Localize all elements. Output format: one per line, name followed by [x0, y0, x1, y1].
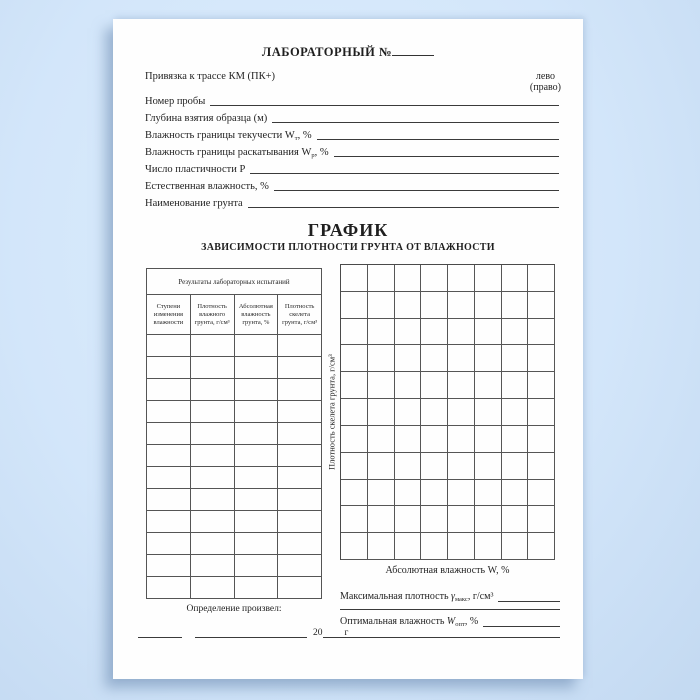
table-empty-cell[interactable]	[278, 467, 322, 489]
graph-grid-cell[interactable]	[395, 453, 422, 480]
table-empty-row	[147, 467, 322, 489]
table-empty-cell[interactable]	[234, 555, 278, 577]
performed-by-label: Определение произвел:	[186, 604, 282, 614]
table-empty-row	[147, 511, 322, 533]
graph-grid-cell[interactable]	[341, 372, 368, 399]
graph-grid-cell[interactable]	[368, 533, 395, 560]
document-title	[113, 44, 583, 60]
graph-grid-cell[interactable]	[341, 292, 368, 319]
graph-grid-cell[interactable]	[341, 480, 368, 507]
graph-grid-cell[interactable]	[368, 265, 395, 292]
graph-grid-cell[interactable]	[475, 480, 502, 507]
graph-grid-cell[interactable]	[368, 292, 395, 319]
graph-grid-cell[interactable]	[475, 506, 502, 533]
table-empty-cell[interactable]	[234, 423, 278, 445]
field-row-plasticity-index: Число пластичности Р	[145, 159, 559, 176]
table-empty-cell[interactable]	[147, 335, 191, 357]
field-row-sampling-depth: Глубина взятия образца (м)	[145, 108, 559, 125]
table-empty-cell[interactable]	[234, 533, 278, 555]
graph-grid-cell[interactable]	[448, 319, 475, 346]
table-empty-cell[interactable]	[147, 467, 191, 489]
graph-grid-cell[interactable]	[475, 399, 502, 426]
graph-grid-cell[interactable]	[502, 426, 529, 453]
graph-grid-cell[interactable]	[368, 453, 395, 480]
graph-grid-cell[interactable]	[395, 480, 422, 507]
table-empty-cell[interactable]	[190, 445, 234, 467]
graph-grid-cell[interactable]	[502, 480, 529, 507]
table-empty-row	[147, 423, 322, 445]
graph-grid-cell[interactable]	[341, 533, 368, 560]
graph-grid-cell[interactable]	[368, 319, 395, 346]
graph-grid-cell[interactable]	[528, 480, 555, 507]
table-empty-row	[147, 577, 322, 599]
graph-grid-cell[interactable]	[448, 265, 475, 292]
graph-grid-cell[interactable]	[395, 319, 422, 346]
graph-grid-cell[interactable]	[528, 506, 555, 533]
table-empty-cell[interactable]	[190, 467, 234, 489]
table-title: Результаты лабораторных испытаний	[147, 269, 322, 295]
graph-grid-cell[interactable]	[395, 506, 422, 533]
graph-grid-cell[interactable]	[395, 426, 422, 453]
graph-grid-cell[interactable]	[448, 506, 475, 533]
graph-grid-cell[interactable]	[395, 533, 422, 560]
table-empty-row	[147, 445, 322, 467]
input-line-soil-name[interactable]	[248, 207, 559, 208]
opt-moisture-row: Оптимальная влажность $W_{опт}$, %	[340, 614, 560, 628]
graph-grid-cell[interactable]	[368, 480, 395, 507]
table-empty-cell[interactable]	[147, 423, 191, 445]
graph-grid-cell[interactable]	[421, 453, 448, 480]
table-header-skeleton-density: Плотность скелета грунта, г/см³	[278, 295, 322, 335]
graph-grid-cell[interactable]	[368, 345, 395, 372]
graph-x-axis-label: Абсолютная влажность W, %	[385, 565, 510, 576]
graph-grid-cell[interactable]	[475, 426, 502, 453]
graph-grid-cell[interactable]	[475, 292, 502, 319]
graph-grid-cell[interactable]	[448, 292, 475, 319]
graph-grid-cell[interactable]	[448, 480, 475, 507]
graph-grid-cell[interactable]	[475, 453, 502, 480]
table-header-wet-density: Плотность влажного грунта, г/см³	[190, 295, 234, 335]
table-empty-cell[interactable]	[190, 555, 234, 577]
graph-grid-cell[interactable]	[368, 399, 395, 426]
year-prefix: 20	[313, 628, 323, 638]
graph-grid-cell[interactable]	[502, 399, 529, 426]
graph-grid-cell[interactable]	[421, 265, 448, 292]
table-empty-cell[interactable]	[278, 357, 322, 379]
graph-grid-cell[interactable]	[448, 399, 475, 426]
graph-grid-cell[interactable]	[421, 399, 448, 426]
field-row-soil-name: Наименование грунта	[145, 193, 559, 210]
binding-row	[145, 71, 561, 93]
graph-grid-cell[interactable]	[528, 533, 555, 560]
table-empty-cell[interactable]	[147, 489, 191, 511]
graph-grid-cell[interactable]	[341, 265, 368, 292]
table-empty-cell[interactable]	[147, 511, 191, 533]
graph-grid-cell[interactable]	[475, 533, 502, 560]
table-empty-cell[interactable]	[147, 379, 191, 401]
graph-grid-cell[interactable]	[528, 372, 555, 399]
graph-grid-cell[interactable]	[502, 533, 529, 560]
graph-grid-cell[interactable]	[368, 372, 395, 399]
signature-blank-long[interactable]	[195, 637, 307, 638]
table-empty-row	[147, 533, 322, 555]
table-title-row	[147, 269, 322, 295]
graph-grid-cell[interactable]	[395, 292, 422, 319]
graph-grid-cell[interactable]	[528, 292, 555, 319]
table-empty-cell[interactable]	[190, 423, 234, 445]
table-header-row	[147, 295, 322, 335]
table-empty-cell[interactable]	[278, 555, 322, 577]
table-empty-cell[interactable]	[278, 577, 322, 599]
graph-grid-cell[interactable]	[502, 292, 529, 319]
year-suffix: г	[344, 628, 349, 638]
input-line-plasticity-index[interactable]	[250, 173, 559, 174]
graph-grid-cell[interactable]	[448, 453, 475, 480]
lab-form-document	[113, 19, 583, 679]
graph-grid-cell[interactable]	[395, 399, 422, 426]
input-line-opt-moisture-full[interactable]	[340, 628, 560, 638]
table-empty-row	[147, 489, 322, 511]
graph-grid-cell[interactable]	[341, 506, 368, 533]
table-empty-cell[interactable]	[234, 335, 278, 357]
table-empty-cell[interactable]	[190, 357, 234, 379]
graph-y-axis-label: Плотность скелета грунта, г/см³	[326, 354, 337, 470]
graph-grid-cell[interactable]	[368, 426, 395, 453]
field-row-liquid-limit: Влажность границы текучести $W_т$, %	[145, 125, 559, 142]
table-empty-cell[interactable]	[147, 357, 191, 379]
table-empty-cell[interactable]	[147, 577, 191, 599]
table-empty-cell[interactable]	[147, 401, 191, 423]
table-empty-cell[interactable]	[278, 489, 322, 511]
graph-grid[interactable]	[340, 264, 555, 560]
table-empty-row	[147, 555, 322, 577]
graph-grid-cell[interactable]	[502, 345, 529, 372]
table-empty-cell[interactable]	[190, 511, 234, 533]
graph-grid-cell[interactable]	[448, 372, 475, 399]
graph-grid-cell[interactable]	[421, 533, 448, 560]
input-line-sampling-depth[interactable]	[272, 122, 559, 123]
graph-grid-cell[interactable]	[421, 506, 448, 533]
max-density-row: Максимальная плотность $\gamma_{макс}$, г/см³	[340, 589, 560, 603]
table-empty-cell[interactable]	[278, 445, 322, 467]
table-empty-cell[interactable]	[278, 379, 322, 401]
chart-subtitle: ЗАВИСИМОСТИ ПЛОТНОСТИ ГРУНТА ОТ ВЛАЖНОСТИ	[201, 242, 495, 253]
lab-results-table	[146, 268, 322, 599]
table-empty-cell[interactable]	[278, 511, 322, 533]
table-empty-row	[147, 357, 322, 379]
graph-grid-cell[interactable]	[448, 345, 475, 372]
document-title-text: ЛАБОРАТОРНЫЙ №	[261, 45, 393, 59]
graph-grid-cell[interactable]	[421, 319, 448, 346]
graph-grid-cell[interactable]	[341, 453, 368, 480]
graph-grid-cell[interactable]	[421, 345, 448, 372]
graph-grid-cell[interactable]	[475, 319, 502, 346]
graph-grid-cell[interactable]	[395, 345, 422, 372]
table-empty-cell[interactable]	[190, 533, 234, 555]
side-label-left: лево	[535, 71, 555, 82]
graph-grid-cell[interactable]	[528, 345, 555, 372]
graph-grid-cell[interactable]	[341, 426, 368, 453]
table-empty-cell[interactable]	[190, 577, 234, 599]
graph-grid-cell[interactable]	[368, 506, 395, 533]
graph-grid-cell[interactable]	[528, 265, 555, 292]
table-empty-row	[147, 379, 322, 401]
table-empty-row	[147, 401, 322, 423]
side-label-right: (право)	[529, 82, 561, 93]
table-empty-cell[interactable]	[234, 489, 278, 511]
graph-grid-cell[interactable]	[528, 426, 555, 453]
graph-grid-cell[interactable]	[475, 372, 502, 399]
graph-grid-cell[interactable]	[475, 265, 502, 292]
input-line-sample-number[interactable]	[210, 105, 559, 106]
table-empty-cell[interactable]	[278, 423, 322, 445]
table-empty-cell[interactable]	[234, 401, 278, 423]
input-line-plastic-limit[interactable]	[334, 156, 559, 157]
graph-grid-cell[interactable]	[502, 453, 529, 480]
field-row-plastic-limit: Влажность границы раскатывания $W_р$, %	[145, 142, 559, 159]
input-line-liquid-limit[interactable]	[317, 139, 559, 140]
chart-title: ГРАФИК	[307, 220, 389, 240]
table-empty-cell[interactable]	[147, 445, 191, 467]
graph-grid-cell[interactable]	[502, 265, 529, 292]
binding-label: Привязка к трассе КМ (ПК+)	[145, 71, 276, 82]
graph-grid-cell[interactable]	[448, 426, 475, 453]
input-line-opt-moisture[interactable]	[483, 626, 560, 627]
graph-grid-cell[interactable]	[341, 345, 368, 372]
table-header-absolute-moisture: Абсолютная влажность грунта, %	[234, 295, 278, 335]
graph-grid-cell[interactable]	[475, 345, 502, 372]
table-empty-cell[interactable]	[234, 511, 278, 533]
field-row-sample-number: Номер пробы	[145, 91, 559, 108]
graph-grid-cell[interactable]	[528, 399, 555, 426]
form-fields	[145, 91, 559, 210]
graph-grid-cell[interactable]	[395, 372, 422, 399]
table-empty-cell[interactable]	[234, 379, 278, 401]
table-empty-cell[interactable]	[190, 401, 234, 423]
graph-grid-cell[interactable]	[502, 319, 529, 346]
graph-grid-cell[interactable]	[421, 426, 448, 453]
input-line-max-density-full[interactable]	[340, 603, 560, 610]
table-empty-cell[interactable]	[190, 379, 234, 401]
graph-grid-cell[interactable]	[421, 480, 448, 507]
table-body	[147, 335, 322, 599]
field-row-natural-moisture: Естественная влажность, %	[145, 176, 559, 193]
table-empty-cell[interactable]	[278, 335, 322, 357]
input-line-max-density[interactable]	[498, 601, 560, 602]
table-empty-cell[interactable]	[278, 401, 322, 423]
graph-grid-cell[interactable]	[528, 453, 555, 480]
input-line-natural-moisture[interactable]	[274, 190, 559, 191]
lab-number-blank-line[interactable]	[392, 44, 434, 56]
graph-grid-cell[interactable]	[502, 372, 529, 399]
table-empty-cell[interactable]	[234, 467, 278, 489]
results-block	[340, 589, 560, 638]
table-empty-cell[interactable]	[234, 357, 278, 379]
table-header-moisture-steps: Ступени изменения влажности	[147, 295, 191, 335]
table-empty-cell[interactable]	[278, 533, 322, 555]
table-empty-row	[147, 335, 322, 357]
signature-blank-short[interactable]	[138, 637, 182, 638]
table-empty-cell[interactable]	[190, 489, 234, 511]
graph-grid-cell[interactable]	[448, 533, 475, 560]
graph-grid-cell[interactable]	[341, 319, 368, 346]
graph-grid-cell[interactable]	[421, 372, 448, 399]
table-empty-cell[interactable]	[190, 335, 234, 357]
table-empty-cell[interactable]	[234, 577, 278, 599]
side-indicator	[530, 71, 561, 93]
graph-grid-cell[interactable]	[528, 319, 555, 346]
table-empty-cell[interactable]	[147, 555, 191, 577]
table-empty-cell[interactable]	[234, 445, 278, 467]
table-empty-cell[interactable]	[147, 533, 191, 555]
graph-grid-cell[interactable]	[341, 399, 368, 426]
graph-grid-cell[interactable]	[502, 506, 529, 533]
graph-grid-cell[interactable]	[395, 265, 422, 292]
graph-grid-cell[interactable]	[421, 292, 448, 319]
